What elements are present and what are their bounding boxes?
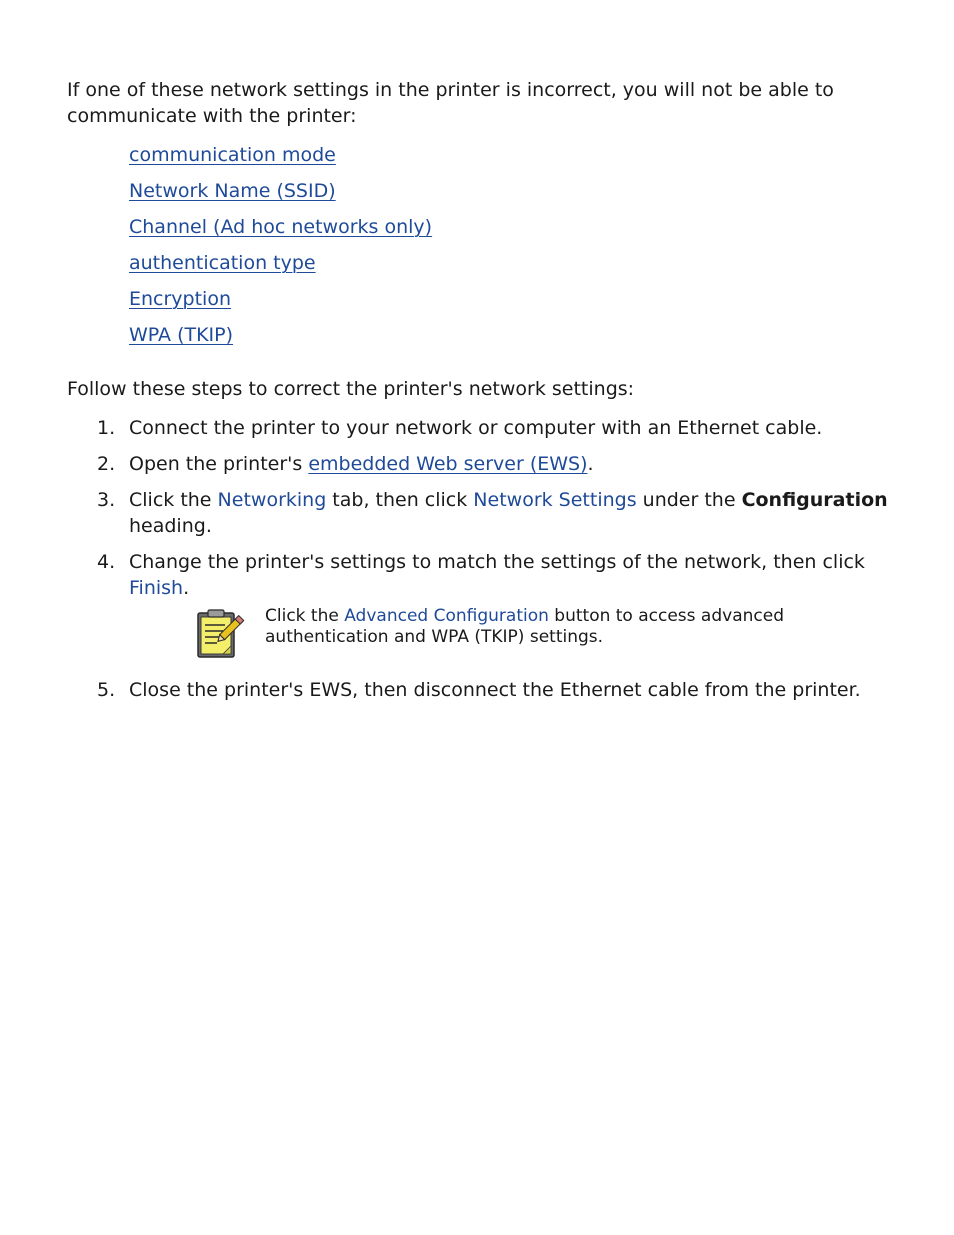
step-number: 4. [97,551,116,573]
configuration-heading-label: Configuration [741,489,888,511]
step-text: tab, then click [326,489,474,511]
network-settings-link-list [129,142,897,358]
note-text-part: button to access advanced authentication and WPA (TKIP) settings. [265,606,784,647]
step-text: Click the [129,489,218,511]
list-item [129,286,897,322]
list-item [129,142,897,178]
note-box [191,605,897,663]
authentication-type-link[interactable]: authentication type [129,252,316,274]
step-text: Change the printer's settings to match the settings of the network, then click [129,551,865,573]
step-1 [67,415,897,441]
step-number: 5. [97,679,116,701]
finish-button-label: Finish [129,577,184,599]
step-4 [67,549,897,663]
document-page [67,77,897,713]
list-item [129,214,897,250]
encryption-link[interactable]: Encryption [129,288,232,310]
list-item [129,178,897,214]
note-text-part: Click the [265,606,345,626]
communication-mode-link[interactable]: communication mode [129,144,336,166]
step-3 [67,487,897,539]
list-item [129,322,897,358]
step-text: Connect the printer to your network or computer with an Ethernet cable. [129,417,823,439]
list-item [129,250,897,286]
step-number: 1. [97,417,116,439]
embedded-web-server-link[interactable]: embedded Web server (EWS) [308,453,588,475]
step-number: 3. [97,489,116,511]
step-text: under the [636,489,742,511]
note-text [265,605,897,648]
network-name-ssid-link[interactable]: Network Name (SSID) [129,180,336,202]
step-text: Close the printer's EWS, then disconnect the Ethernet cable from the printer. [129,679,861,701]
step-5 [67,677,897,703]
steps-intro-paragraph: Follow these steps to correct the printer's network settings: [67,378,635,400]
step-text: Open the printer's [129,453,309,475]
network-settings-label: Network Settings [473,489,637,511]
channel-link[interactable]: Channel (Ad hoc networks only) [129,216,433,238]
step-text: heading. [129,515,212,537]
step-text: . [587,453,594,475]
networking-tab-label: Networking [217,489,327,511]
steps-list [67,415,897,703]
step-text: . [183,577,190,599]
step-number: 2. [97,453,116,475]
advanced-configuration-label: Advanced Configuration [344,606,549,626]
note-clipboard-pencil-icon [195,607,247,661]
wpa-tkip-link[interactable]: WPA (TKIP) [129,324,234,346]
intro-paragraph: If one of these network settings in the printer is incorrect, you will not be able to communicate with the printer: [67,79,834,127]
step-2 [67,451,897,477]
